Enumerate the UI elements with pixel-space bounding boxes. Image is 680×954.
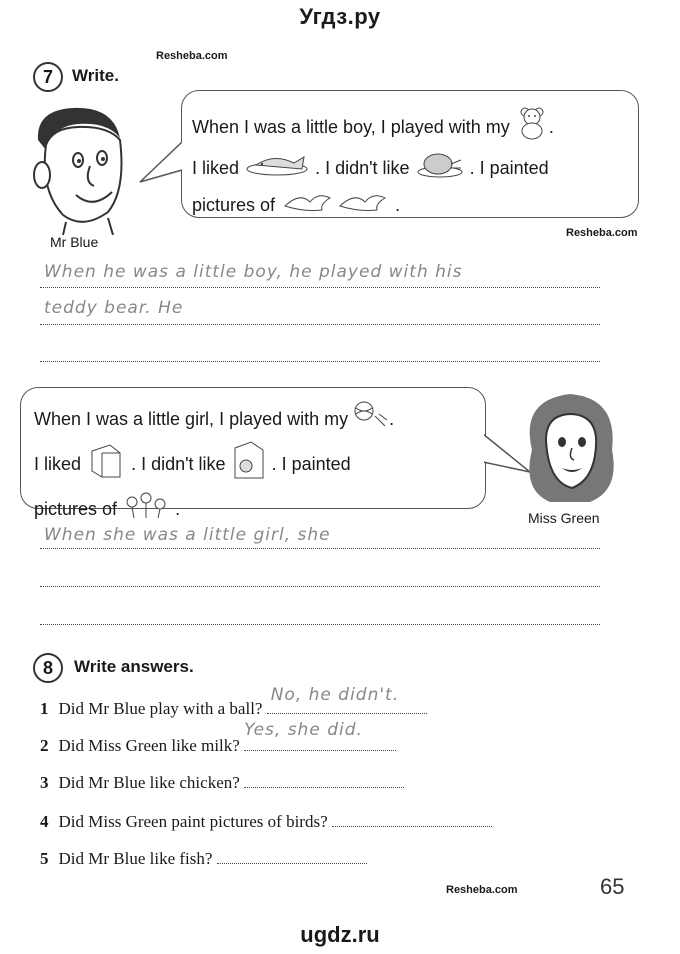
exercise-title: Write. bbox=[72, 66, 119, 85]
punctuation: . bbox=[395, 194, 401, 215]
punctuation: . bbox=[548, 116, 554, 137]
handwritten-answer: When he was a little boy, he played with his bbox=[44, 262, 463, 282]
speech-line: When I was a little girl, I played with my bbox=[34, 408, 349, 429]
speech-line: pictures of bbox=[34, 498, 118, 519]
flowers-icon bbox=[122, 490, 170, 530]
question-number: 4 bbox=[40, 812, 49, 831]
handwritten-answer: No, he didn't. bbox=[270, 685, 400, 705]
handwritten-answer: When she was a little girl, she bbox=[44, 525, 331, 545]
exercise-number: 8 bbox=[33, 653, 63, 683]
watermark: Resheba.com bbox=[566, 227, 638, 239]
orange-juice-carton-icon bbox=[231, 440, 267, 490]
speech-line: . I painted bbox=[469, 157, 549, 178]
question-text: Did Miss Green paint pictures of birds? bbox=[58, 812, 328, 831]
question-text: Did Miss Green like milk? bbox=[58, 736, 240, 755]
exercise-number: 7 bbox=[33, 62, 63, 92]
question-number: 2 bbox=[40, 736, 49, 755]
answer-line[interactable] bbox=[40, 624, 600, 625]
answer-field[interactable] bbox=[244, 773, 404, 788]
chicken-icon bbox=[415, 150, 465, 188]
ball-icon bbox=[353, 400, 389, 440]
character-name: Mr Blue bbox=[50, 234, 99, 250]
answer-field[interactable] bbox=[217, 849, 367, 864]
answer-line[interactable] bbox=[40, 324, 600, 325]
speech-line: I liked bbox=[34, 453, 82, 474]
question-number: 3 bbox=[40, 773, 49, 792]
handwritten-answer: teddy bear. He bbox=[44, 298, 184, 318]
speech-line: . I didn't like bbox=[315, 157, 410, 178]
answer-field[interactable] bbox=[244, 720, 396, 751]
question-row bbox=[40, 773, 404, 793]
question-text: Did Mr Blue play with a ball? bbox=[58, 699, 263, 718]
site-header: Угдз.ру bbox=[299, 4, 381, 29]
answer-line[interactable] bbox=[40, 548, 600, 549]
question-row bbox=[40, 812, 492, 832]
mr-blue-face bbox=[18, 100, 138, 235]
teddy-bear-icon bbox=[515, 106, 549, 150]
page-number: 65 bbox=[600, 874, 625, 899]
watermark: Resheba.com bbox=[446, 884, 518, 896]
punctuation: . bbox=[175, 498, 181, 519]
character-name: Miss Green bbox=[528, 510, 600, 526]
answer-line[interactable] bbox=[40, 287, 600, 288]
miss-green-face bbox=[520, 390, 620, 510]
speech-line: . I painted bbox=[271, 453, 351, 474]
question-number: 1 bbox=[40, 699, 49, 718]
question-row bbox=[40, 720, 396, 756]
bubble-tail bbox=[138, 140, 186, 186]
bird-icon bbox=[280, 188, 390, 224]
exercise-title: Write answers. bbox=[74, 657, 194, 676]
answer-field[interactable] bbox=[267, 685, 427, 714]
fish-icon bbox=[244, 151, 310, 187]
answer-field[interactable] bbox=[332, 812, 492, 827]
speech-line: I liked bbox=[192, 157, 240, 178]
watermark: Resheba.com bbox=[156, 50, 228, 62]
speech-line: . I didn't like bbox=[131, 453, 226, 474]
speech-line: When I was a little boy, I played with my bbox=[192, 116, 510, 137]
question-text: Did Mr Blue like chicken? bbox=[58, 773, 240, 792]
speech-text bbox=[34, 400, 480, 530]
question-row bbox=[40, 685, 427, 719]
punctuation: . bbox=[389, 408, 395, 429]
question-row bbox=[40, 849, 367, 869]
speech-line: pictures of bbox=[192, 194, 276, 215]
answer-line[interactable] bbox=[40, 586, 600, 587]
site-footer: ugdz.ru bbox=[300, 922, 380, 947]
speech-text bbox=[192, 106, 632, 224]
question-text: Did Mr Blue like fish? bbox=[58, 849, 213, 868]
question-number: 5 bbox=[40, 849, 49, 868]
handwritten-answer: Yes, she did. bbox=[244, 720, 363, 740]
milk-carton-icon bbox=[86, 441, 126, 489]
answer-line[interactable] bbox=[40, 361, 600, 362]
